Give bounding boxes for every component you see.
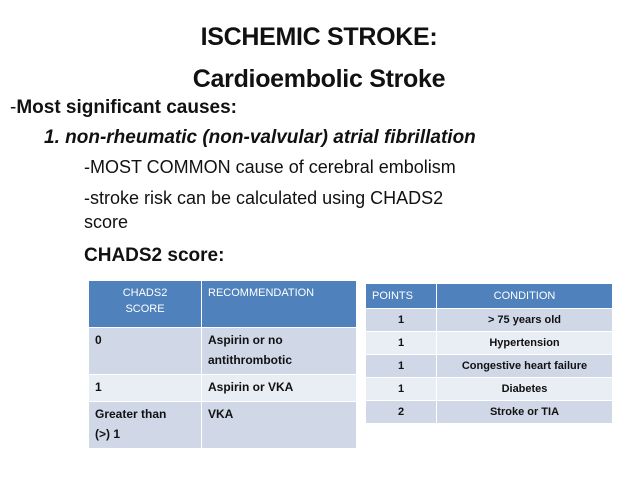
score-cell: 1 [89,375,202,402]
condition-cell: Stroke or TIA [437,401,613,424]
condition-column-header: CONDITION [437,284,613,309]
table-row [89,402,357,449]
recommendation-cell [202,328,357,375]
points-cell: 1 [366,378,437,401]
table-row [366,378,613,401]
condition-cell: Hypertension [437,332,613,355]
condition-cell: > 75 years old [437,309,613,332]
points-cell: 2 [366,401,437,424]
condition-cell: Diabetes [437,378,613,401]
causes-heading [10,96,237,119]
points-cell: 1 [366,355,437,378]
score-header-line2: SCORE [125,303,165,315]
most-common-note: -MOST COMMON cause of cerebral embolism [84,157,456,177]
condition-cell: Congestive heart failure [437,355,613,378]
recommendation-line2: antithrombotic [208,353,292,367]
slide-title-line2: Cardioembolic Stroke [192,65,446,93]
score-header-line1: CHADS2 [122,287,168,299]
score-cell: 0 [89,328,202,375]
table-row [366,332,613,355]
risk-note-line2: score [84,212,129,232]
table-row [366,309,613,332]
recommendation-column-header: RECOMMENDATION [202,281,357,328]
points-cell: 1 [366,309,437,332]
recommendation-line1: Aspirin or no [208,333,283,347]
table-row [89,375,357,402]
score-line1: Greater than [95,407,167,421]
causes-dash: - [10,97,17,118]
points-header-row [366,284,613,309]
recommendation-cell: VKA [202,402,357,449]
points-cell: 1 [366,332,437,355]
causes-text: Most significant causes: [16,97,237,118]
points-column-header: POINTS [366,284,437,309]
score-line2: (>) 1 [95,427,121,441]
recommendation-cell: Aspirin or VKA [202,375,357,402]
points-table [365,283,613,424]
afib-cause: 1. non-rheumatic (non-valvular) atrial fibrillation [44,127,476,148]
recommendation-table [88,280,357,449]
slide-title-line1: ISCHEMIC STROKE: [200,23,438,51]
score-cell [89,402,202,449]
table-row [366,355,613,378]
chads-score-label: CHADS2 score: [84,245,225,266]
table-row [89,328,357,375]
score-column-header [89,281,202,328]
recommendation-header-row [89,281,357,328]
risk-note-line1: -stroke risk can be calculated using CHADS2 [84,188,444,208]
table-row [366,401,613,424]
